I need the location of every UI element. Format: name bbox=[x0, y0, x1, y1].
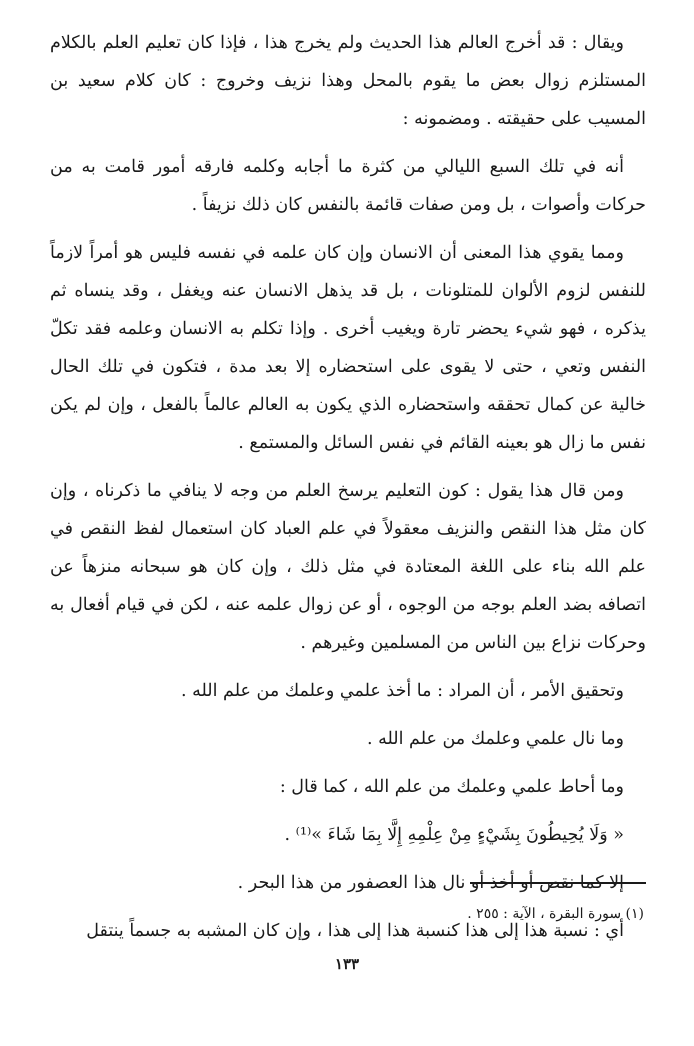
paragraph-1: ويقال : قد أخرج العالم هذا الحديث ولم يخرج هذا ، فإذا كان تعليم العلم بالكلام المستلزم زوال بعض ما يقوم بالمحل وهذا نزيف وخروج : كان كلام سعيد بن المسيب على حقيقته . ومضمونه : bbox=[50, 33, 646, 129]
main-text bbox=[50, 24, 646, 960]
paragraph-2: أنه في تلك السبع الليالي من كثرة ما أجابه وكلمه فارقه أمور قامت به من حركات وأصوات ، بل ومن صفات قائمة بالنفس كان ذلك نزيفاً . bbox=[50, 157, 646, 215]
statement-line-2: وما نال علمي وعلمك من علم الله . bbox=[366, 729, 624, 749]
statement-line-1: وتحقيق الأمر ، أن المراد : ما أخذ علمي وعلمك من علم الله . bbox=[181, 681, 624, 701]
paragraph-4: ومن قال هذا يقول : كون التعليم يرسخ العلم من وجه لا ينافي ما ذكرناه ، وإن كان مثل هذا النقص والنزيف معقولاً في علم العباد كان استعمال لفظ النقص في علم الله بناء على اللغة المعتادة في مثل ذلك ، وإن كان هو سبحانه منزهاً عن اتصافه بضد العلم بوجه من الوجوه ، أو عن زوال علمه عنه ، لكن في قيام أفعال به وحركات نزاع بين الناس من المسلمين وغيرهم . bbox=[50, 481, 647, 653]
page-number: ١٣٣ bbox=[334, 955, 360, 973]
statement-line-3: وما أحاط علمي وعلمك من علم الله ، كما قال : bbox=[279, 777, 624, 797]
statement-line-4: إلا كما نقص أو أخذ أو نال هذا العصفور من هذا البحر . bbox=[237, 873, 624, 893]
paragraph-last: أي : نسبة هذا إلى هذا كنسبة هذا إلى هذا ، وإن كان المشبه به جسماً ينتقل bbox=[86, 921, 624, 941]
paragraph-3: ومما يقوي هذا المعنى أن الانسان وإن كان علمه في نفسه فليس هو أمراً لازماً للنفس لزوم الألوان للمتلونات ، بل قد يذهل الانسان عنه ويغفل ، وقد ينساه ثم يذكره ، فهو شيء يحضر تارة ويغيب أخرى . وإذا تكلم به الانسان وعلمه فقد تكلّ النفس وتعي ، حتى لا يقوى على استحضاره إلا بعد مدة ، فتكون في تلك الحال خالية عن كمال تحققه واستحضاره الذي يكون به العالم عالماً بالفعل ، وإن لم يكن نفس ما زال هو بعينه القائم في نفس السائل والمستمع . bbox=[50, 243, 646, 453]
footnote-divider bbox=[470, 882, 646, 884]
quran-quote: « وَلَا يُحِيطُونَ بِشَيْءٍ مِنْ عِلْمِهِ إِلَّا بِمَا شَاءَ »⁽¹⁾ . bbox=[284, 825, 624, 845]
footnote: (١) سورة البقرة ، الآية : ٢٥٥ . bbox=[467, 906, 644, 922]
